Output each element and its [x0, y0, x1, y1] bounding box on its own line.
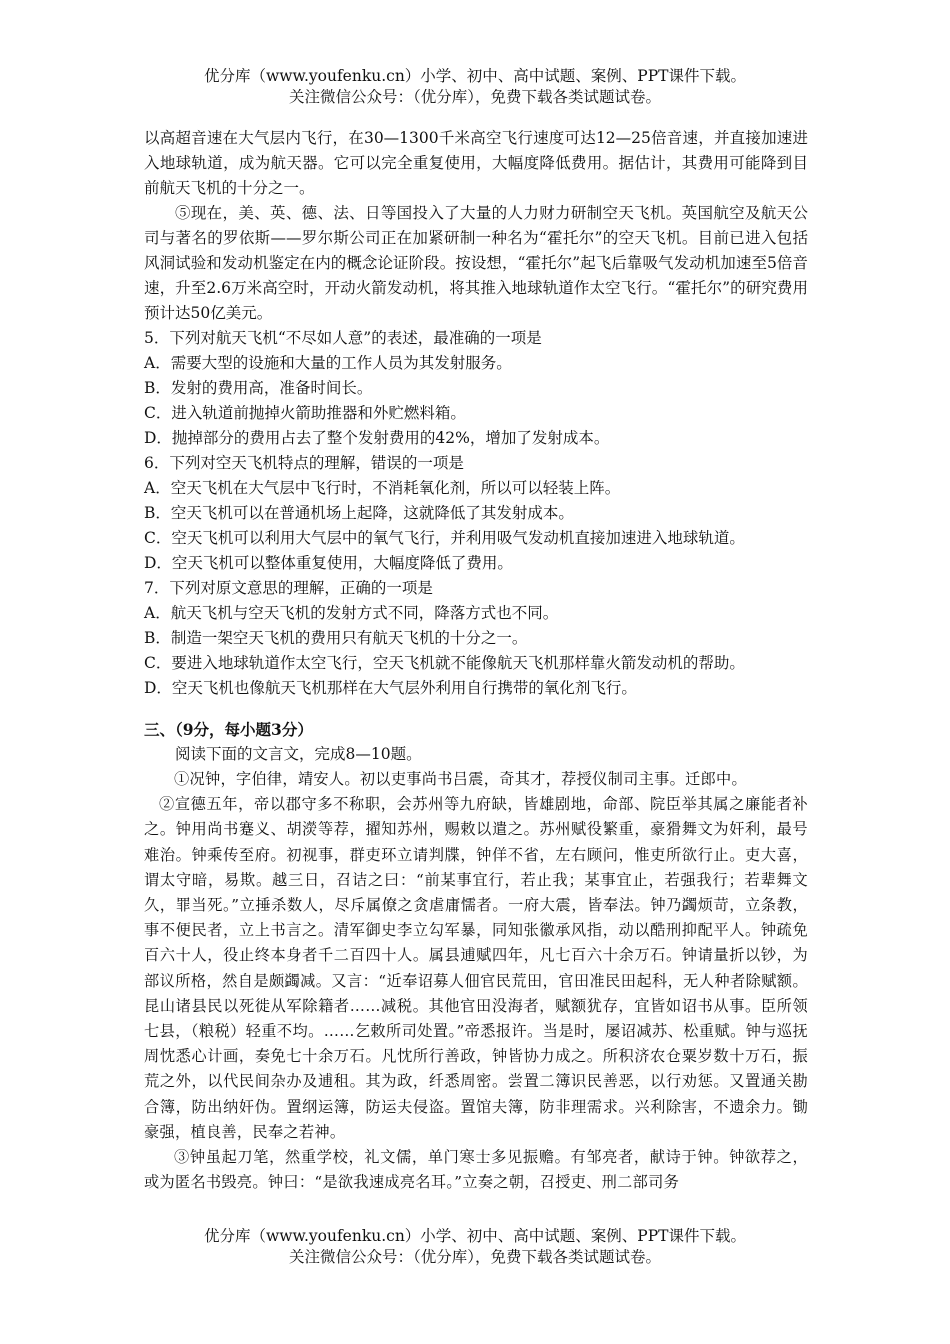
page-header [0, 66, 950, 108]
option-b: B．空天飞机可以在普通机场上起降，这就降低了其发射成本。 [144, 504, 574, 522]
option-d: D．空天飞机可以整体重复使用，大幅度降低了费用。 [144, 554, 513, 572]
option-c: C．空天飞机可以利用大气层中的氧气飞行，并利用吸气发动机直接加速进入地球轨道。 [144, 529, 745, 547]
page-footer [0, 1226, 950, 1268]
question-stem: 7．下列对原文意思的理解，正确的一项是 [144, 579, 433, 597]
header-line-1: 优分库（www.youfenku.cn）小学、初中、高中试题、案例、PPT课件下载。 [203, 67, 747, 85]
footer-line-2: 关注微信公众号：（优分库），免费下载各类试题试卷。 [288, 1248, 661, 1266]
question-7 [144, 576, 808, 701]
footer-line-1: 优分库（www.youfenku.cn）小学、初中、高中试题、案例、PPT课件下载。 [203, 1227, 747, 1245]
option-b: B．发射的费用高，准备时间长。 [144, 379, 373, 397]
option-d: D．抛掉部分的费用占去了整个发射费用的42%，增加了发射成本。 [144, 429, 610, 447]
section-3-instruction: 阅读下面的文言文，完成8—10题。 [175, 745, 422, 763]
option-a: A．需要大型的设施和大量的工作人员为其发射服务。 [144, 354, 512, 372]
option-c: C．进入轨道前抛掉火箭助推器和外贮燃料箱。 [144, 404, 466, 422]
section-gap [144, 701, 808, 717]
passage-paragraph-4: 以高超音速在大气层内飞行，在30—1300千米高空飞行速度可达12—25倍音速，并直接加速进入地球轨道，成为航天器。它可以完全重复使用，大幅度降低费用。据估计，其费用可能降到目前航天飞机的十分之一。 [144, 129, 808, 197]
question-stem: 6．下列对空天飞机特点的理解，错误的一项是 [144, 454, 464, 472]
option-d: D．空天飞机也像航天飞机那样在大气层外利用自行携带的氧化剂飞行。 [144, 679, 637, 697]
option-c: C．要进入地球轨道作太空飞行，空天飞机就不能像航天飞机那样靠火箭发动机的帮助。 [144, 654, 745, 672]
option-a: A．航天飞机与空天飞机的发射方式不同，降落方式也不同。 [144, 604, 559, 622]
question-stem: 5．下列对航天飞机“不尽如人意”的表述，最准确的一项是 [144, 329, 542, 347]
header-line-2: 关注微信公众号：（优分库），免费下载各类试题试卷。 [288, 88, 661, 106]
classical-paragraph-1: ①况钟，字伯律，靖安人。初以吏事尚书吕震，奇其才，荐授仪制司主事。迁郎中。 [174, 770, 748, 788]
classical-paragraph-3: ③钟虽起刀笔，然重学校，礼文儒，单门寒士多见振赡。有邹亮者，献诗于钟。钟欲荐之，或为匿名书毁亮。钟曰：“是欲我速成亮名耳。”立奏之朝，召授吏、刑二部司务 [144, 1148, 808, 1192]
passage-paragraph-5: ⑤现在，美、英、德、法、日等国投入了大量的人力财力研制空天飞机。英国航空及航天公司与著名的罗依斯——罗尔斯公司正在加紧研制一种名为“霍托尔”的空天飞机。目前已进入包括风洞试验和发动机鉴定在内的概念论证阶段。按设想，“霍托尔”起飞后靠吸气发动机加速至5倍音速，升至2.6万米高空时，开动火箭发动机，将其推入地球轨道作太空飞行。“霍托尔”的研究费用预计达50亿美元。 [144, 204, 808, 322]
question-6 [144, 451, 808, 576]
question-5 [144, 326, 808, 451]
option-a: A．空天飞机在大气层中飞行时，不消耗氧化剂，所以可以轻装上阵。 [144, 479, 621, 497]
classical-paragraph-2: ②宣德五年，帝以郡守多不称职，会苏州等九府缺，皆雄剧地，命部、院臣举其属之廉能者补之。钟用尚书蹇义、胡濙等荐，擢知苏州，赐敕以遣之。苏州赋役繁重，豪猾舞文为奸利，最号难治。钟乘传至府。初视事，群吏环立请判牒，钟佯不省，左右顾问，惟吏所欲行止。吏大喜，谓太守暗，易欺。越三日，召诘之曰：“前某事宜行，若止我；某事宜止，若强我行；若辈舞文久，罪当死。”立捶杀数人，尽斥属僚之贪虐庸懦者。一府大震，皆奉法。钟乃蠲烦苛，立条教，事不便民者，立上书言之。清军御史李立勾军暴，同知张徽承风指，动以酷刑抑配平人。钟疏免百六十人，役止终本身者千二百四十人。属县逋赋四年，凡七百六十余万石。钟请量折以钞，为部议所格，然自是颇蠲减。又言：“近奉诏募人佃官民荒田，官田准民田起科，无人种者除赋额。昆山诸县民以死徙从军除籍者……减税。其他官田没海者，赋额犹存，宜皆如诏书从事。臣所领七县，（粮税）轻重不均。……乞敕所司处置。”帝悉报许。当是时，屡诏减苏、松重赋。钟与巡抚周忱悉心计画，奏免七十余万石。凡忱所行善政，钟皆协力成之。所积济农仓粟岁数十万石，振荒之外，以代民间杂办及逋租。其为政，纤悉周密。尝置二簿识民善恶，以行劝惩。又置通关勘合簿，防出纳奸伪。置纲运簿，防运夫侵盗。置馆夫簿，防非理需求。兴利除害，不遗余力。锄豪强，植良善，民奉之若神。 [144, 795, 808, 1141]
document-body [144, 126, 808, 1195]
section-3-title: 三、（9分，每小题3分） [144, 720, 313, 739]
option-b: B．制造一架空天飞机的费用只有航天飞机的十分之一。 [144, 629, 528, 647]
